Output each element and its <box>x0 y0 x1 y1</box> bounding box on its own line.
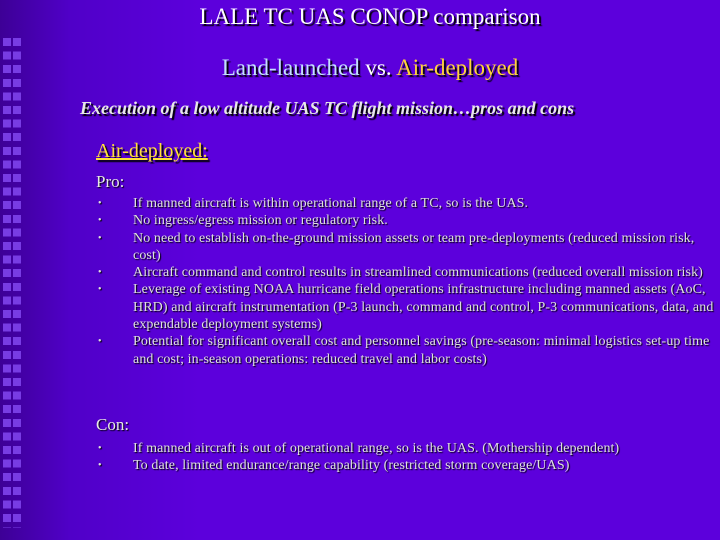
list-item: • If manned aircraft is within operational range of a TC, so is the UAS. <box>98 196 529 211</box>
pro-list <box>96 195 716 368</box>
subtitle-air-deployed: Air-deployed <box>396 55 519 80</box>
slide-title: LALE TC UAS CONOP comparison <box>199 4 541 29</box>
bullet-icon: • <box>98 443 102 454</box>
list-item: • If manned aircraft is out of operational range, so is the UAS. (Mothership dependent) <box>98 441 620 456</box>
list-item: • No need to establish on-the-ground mission assets or team pre-deployments (reduced mission risk, cost) <box>98 230 695 263</box>
bullet-icon: • <box>98 232 102 244</box>
list-item: • Aircraft command and control results in streamlined communications (reduced overall mission risk) <box>98 265 703 281</box>
decorative-grid <box>3 38 21 528</box>
subtitle-land-launched: Land-launched <box>221 55 360 80</box>
bullet-icon: • <box>98 215 102 227</box>
section-heading: Air-deployed: <box>96 140 208 162</box>
con-label: Con: <box>96 415 130 434</box>
list-item: • Potential for significant overall cost and personnel savings (pre-season: minimal logistics set-up time and cost; in-season operations: reduced travel and labor costs) <box>98 334 710 367</box>
bullet-icon: • <box>98 460 102 472</box>
bullet-icon: • <box>98 267 102 279</box>
slide-subtitle <box>0 55 720 81</box>
list-item: • Leverage of existing NOAA hurricane field operations infrastructure including manned assets (AoC, HRD) and aircraft instrumentation (P-3 launch, command and control, P-3 communications, data, and expendable deployment systems) <box>98 282 714 333</box>
con-list <box>96 440 716 475</box>
list-item: • No ingress/egress mission or regulatory risk. <box>98 213 388 229</box>
bullet-icon: • <box>98 284 102 296</box>
pro-label: Pro: <box>96 172 125 191</box>
slide-subhead: Execution of a low altitude UAS TC flight mission…pros and cons <box>80 98 575 118</box>
subtitle-vs: vs. <box>359 55 397 80</box>
bullet-icon: • <box>98 198 102 209</box>
bullet-icon: • <box>98 336 102 348</box>
list-item: • To date, limited endurance/range capability (restricted storm coverage/UAS) <box>98 458 570 474</box>
